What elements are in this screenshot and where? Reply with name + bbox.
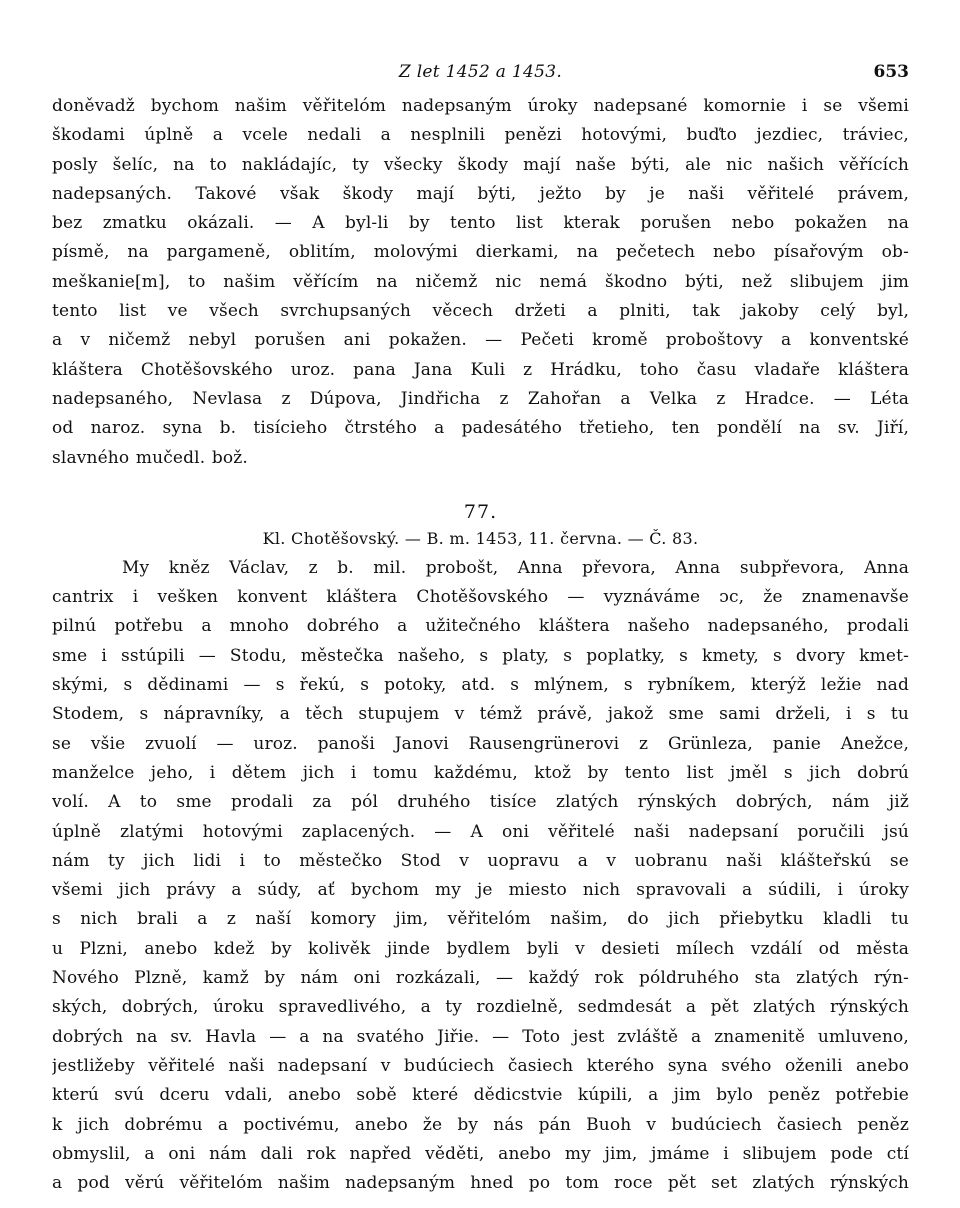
text-line: úplně zlatými hotovými zaplacených. — A oni věřitelé naši nadepsaní poručili jsú [52, 821, 909, 842]
text-line: obmyslil, a oni nám dali rok napřed věděti, anebo my jim, jmáme i slibujem pode ctí [52, 1143, 909, 1164]
text-line: ských, dobrých, úroku spravedlivého, a ty rozdielně, sedmdesát a pět zlatých rýnských [52, 997, 909, 1018]
text-line: sme i sstúpili — Stodu, městečka našeho, s platy, s poplatky, s kmety, s dvory kmet- [52, 645, 909, 666]
text-line: jestližeby věřitelé naši nadepsaní v budúciech časiech kterého syna svého oženili anebo [52, 1055, 909, 1076]
text-line: manželce jeho, i dětem jich i tomu každému, ktož by tento list jměl s jich dobrú [52, 762, 909, 783]
text-line: posly šelíc, na to nakládajíc, ty všecky škody mají naše býti, ale nic našich věřících [52, 154, 909, 175]
text-line: všemi jich právy a súdy, ať bychom my je miesto nich spravovali a súdili, i úroky [52, 880, 909, 901]
text-line: kláštera Chotěšovského uroz. pana Jana Kuli z Hrádku, toho času vladaře kláštera [52, 359, 909, 380]
text-line: kterú svú dceru vdali, anebo sobě které dědicstvie kúpili, a jim bylo peněz potřebie [52, 1085, 909, 1106]
document-source-line: Kl. Chotěšovský. — B. m. 1453, 11. června. — Č. 83. [262, 528, 699, 548]
text-line: se všie zvuolí — uroz. panoši Janovi Rausengrünerovi z Grünleza, panie Anežce, [52, 733, 909, 754]
text-line: doněvadž bychom našim věřitelóm nadepsaným úroky nadepsané komornie i se všemi [52, 96, 909, 116]
book-page [52, 62, 909, 1198]
text-line: písmě, na pargameně, oblitím, molovými dierkami, na pečetech nebo písařovým ob- [52, 242, 909, 263]
text-line: meškanie[m], to našim věřícím na ničemž nic nemá škodno býti, než slibujem jim [52, 271, 909, 292]
running-header [52, 62, 909, 92]
text-line: k jich dobrému a poctivému, anebo že by nás pán Buoh v budúciech časiech peněz [52, 1114, 909, 1135]
text-line: nadepsaného, Nevlasa z Dúpova, Jindřicha z Zahořan a Velka z Hradce. — Léta [52, 388, 909, 409]
text-line: Stodem, s nápravníky, a těch stupujem v témž právě, jakož sme sami drželi, i s tu [52, 704, 909, 725]
text-line: u Plzni, anebo kdež by kolivěk jinde bydlem byli v desieti mílech vzdálí od města [52, 938, 909, 959]
text-line: dobrých na sv. Havla — a na svatého Jiřie. — Toto jest zvláště a znamenitě umluveno, [52, 1026, 909, 1047]
text-line: pilnú potřebu a mnoho dobrého a užitečného kláštera našeho nadepsaného, prodali [52, 616, 909, 637]
text-line: nám ty jich lidi i to městečko Stod v uopravu a v uobranu naši klášteřskú se [52, 850, 909, 871]
page-number: 653 [873, 62, 909, 82]
text-line: škodami úplně a vcele nedali a nesplnili penězi hotovými, buďto jezdiec, tráviec, [52, 125, 909, 146]
text-line: cantrix i vešken konvent kláštera Chotěšovského — vyznáváme ᴐc, že znamenavše [52, 587, 909, 608]
text-line: nadepsaných. Takové však škody mají býti, ježto by je naši věřitelé právem, [52, 183, 909, 204]
text-line: tento list ve všech svrchupsaných věcech držeti a plniti, tak jakoby celý byl, [52, 301, 909, 322]
text-line: slavného mučedl. bož. [52, 447, 248, 468]
text-line: od naroz. syna b. tisícieho čtrstého a padesátého třetieho, ten pondělí na sv. Jiří, [52, 418, 909, 439]
text-line: s nich brali a z naší komory jim, věřitelóm našim, do jich přiebytku kladli tu [52, 909, 909, 930]
running-title: Z let 1452 a 1453. [398, 62, 563, 82]
text-line: a pod věrú věřitelóm našim nadepsaným hned po tom roce pět set zlatých rýnských [52, 1173, 909, 1194]
text-line: My kněz Václav, z b. mil. probošt, Anna převora, Anna subpřevora, Anna [122, 557, 909, 578]
text-line: Nového Plzně, kamž by nám oni rozkázali, — každý rok póldruhého sta zlatých rýn- [52, 968, 909, 989]
document-number: 77. [463, 500, 498, 523]
text-line: a v ničemž nebyl porušen ani pokažen. — Pečeti kromě proboštovy a konventské [52, 330, 909, 351]
continuation-paragraph [52, 92, 909, 473]
text-line: bez zmatku okázali. — A byl-li by tento list kterak porušen nebo pokažen na [52, 213, 909, 234]
text-line: skými, s dědinami — s řekú, s potoky, atd. s mlýnem, s rybníkem, kterýž ležie nad [52, 675, 909, 696]
text-line: volí. A to sme prodali za pól druhého tisíce zlatých rýnských dobrých, nám již [52, 792, 909, 813]
document-body [52, 554, 909, 1199]
